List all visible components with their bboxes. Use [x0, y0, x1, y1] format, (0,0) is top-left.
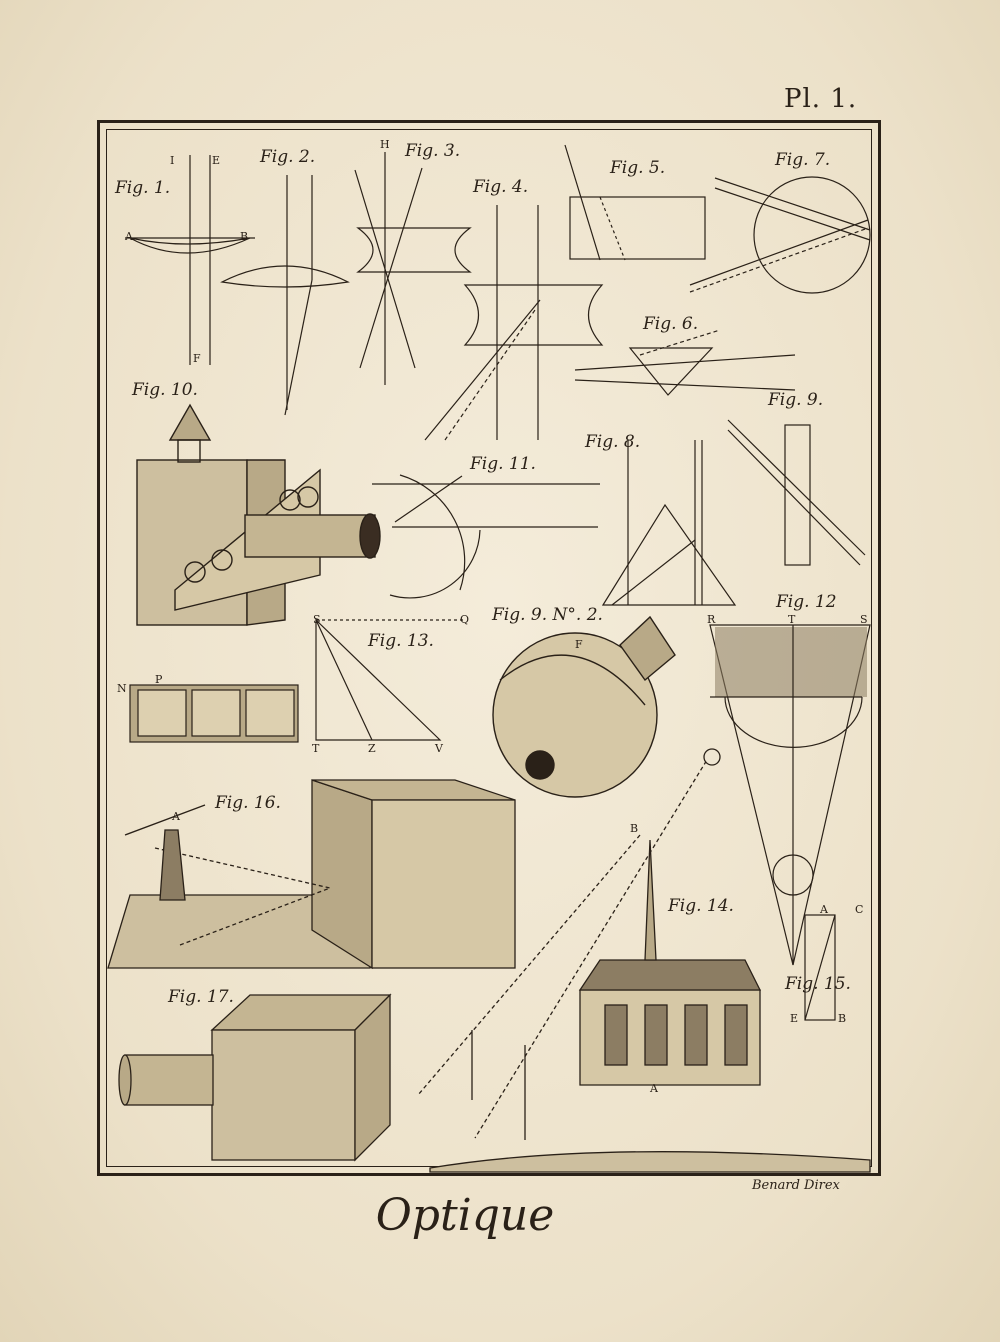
- svg-text:S: S: [313, 613, 321, 626]
- svg-text:A: A: [820, 903, 828, 916]
- fig17-box-camera: [119, 995, 390, 1160]
- fig8-triangle-prism: [603, 440, 735, 605]
- fig16-label: Fig. 16.: [215, 793, 281, 813]
- fig7-sphere-refraction: [690, 177, 870, 293]
- svg-text:E: E: [790, 1012, 799, 1025]
- svg-text:B: B: [630, 822, 639, 835]
- svg-text:H: H: [380, 138, 390, 151]
- fig11-arc-diagram: [372, 475, 600, 598]
- fig6-prism-diagram: [575, 330, 795, 395]
- fig15-label: Fig. 15.: [785, 974, 851, 994]
- svg-text:A: A: [125, 230, 133, 243]
- plate-caption: Optique: [375, 1190, 555, 1241]
- fig15-diagram: [805, 915, 835, 1020]
- fig9-glass-slab: [728, 420, 865, 565]
- fig6-label: Fig. 6.: [643, 314, 699, 334]
- svg-text:I: I: [170, 154, 175, 167]
- fig2-label: Fig. 2.: [260, 147, 316, 167]
- svg-text:A: A: [172, 810, 180, 823]
- fig16-camera-obscura-room: [108, 780, 515, 968]
- svg-text:Q: Q: [460, 613, 470, 626]
- fig10-label: Fig. 10.: [132, 380, 198, 400]
- fig4-label: Fig. 4.: [473, 177, 529, 197]
- plate-number: Pl. 1.: [784, 84, 858, 114]
- fig9-label: Fig. 9.: [768, 390, 824, 410]
- fig1-label: Fig. 1.: [115, 178, 171, 198]
- fig10-magic-lantern: [137, 405, 380, 625]
- fig8-label: Fig. 8.: [585, 432, 641, 452]
- fig11-label: Fig. 11.: [470, 454, 536, 474]
- fig12-cone-diagram: [710, 625, 870, 965]
- fig13-label: Fig. 13.: [368, 631, 434, 651]
- svg-text:P: P: [155, 673, 163, 686]
- fig4-concave-lens-rays: [425, 205, 602, 440]
- fig3-label: Fig. 3.: [405, 141, 461, 161]
- fig5-label: Fig. 5.: [610, 158, 666, 178]
- svg-text:T: T: [312, 742, 320, 755]
- fig17-label: Fig. 17.: [168, 987, 234, 1007]
- svg-text:N: N: [117, 682, 127, 695]
- svg-text:S: S: [860, 613, 868, 626]
- svg-text:V: V: [435, 742, 443, 755]
- svg-text:E: E: [212, 154, 221, 167]
- svg-text:F: F: [575, 638, 583, 651]
- svg-text:T: T: [788, 613, 796, 626]
- svg-text:B: B: [240, 230, 249, 243]
- fig9-no2-water-globe: [493, 617, 675, 797]
- svg-text:Z: Z: [368, 742, 376, 755]
- engraver-signature: Benard Direx: [752, 1178, 840, 1193]
- fig12-label: Fig. 12: [776, 592, 837, 612]
- fig7-label: Fig. 7.: [775, 150, 831, 170]
- svg-text:B: B: [838, 1012, 847, 1025]
- svg-text:R: R: [707, 613, 716, 626]
- fig2-biconvex-lens-diagram: [222, 175, 348, 415]
- svg-text:C: C: [855, 903, 864, 916]
- svg-text:F: F: [193, 352, 201, 365]
- svg-text:A: A: [650, 1082, 658, 1095]
- fig14-label: Fig. 14.: [668, 896, 734, 916]
- fig9-no2-label: Fig. 9. N°. 2.: [492, 605, 603, 625]
- fig3-concave-lens-diagram: [355, 152, 470, 385]
- lantern-slides-strip: [130, 685, 298, 742]
